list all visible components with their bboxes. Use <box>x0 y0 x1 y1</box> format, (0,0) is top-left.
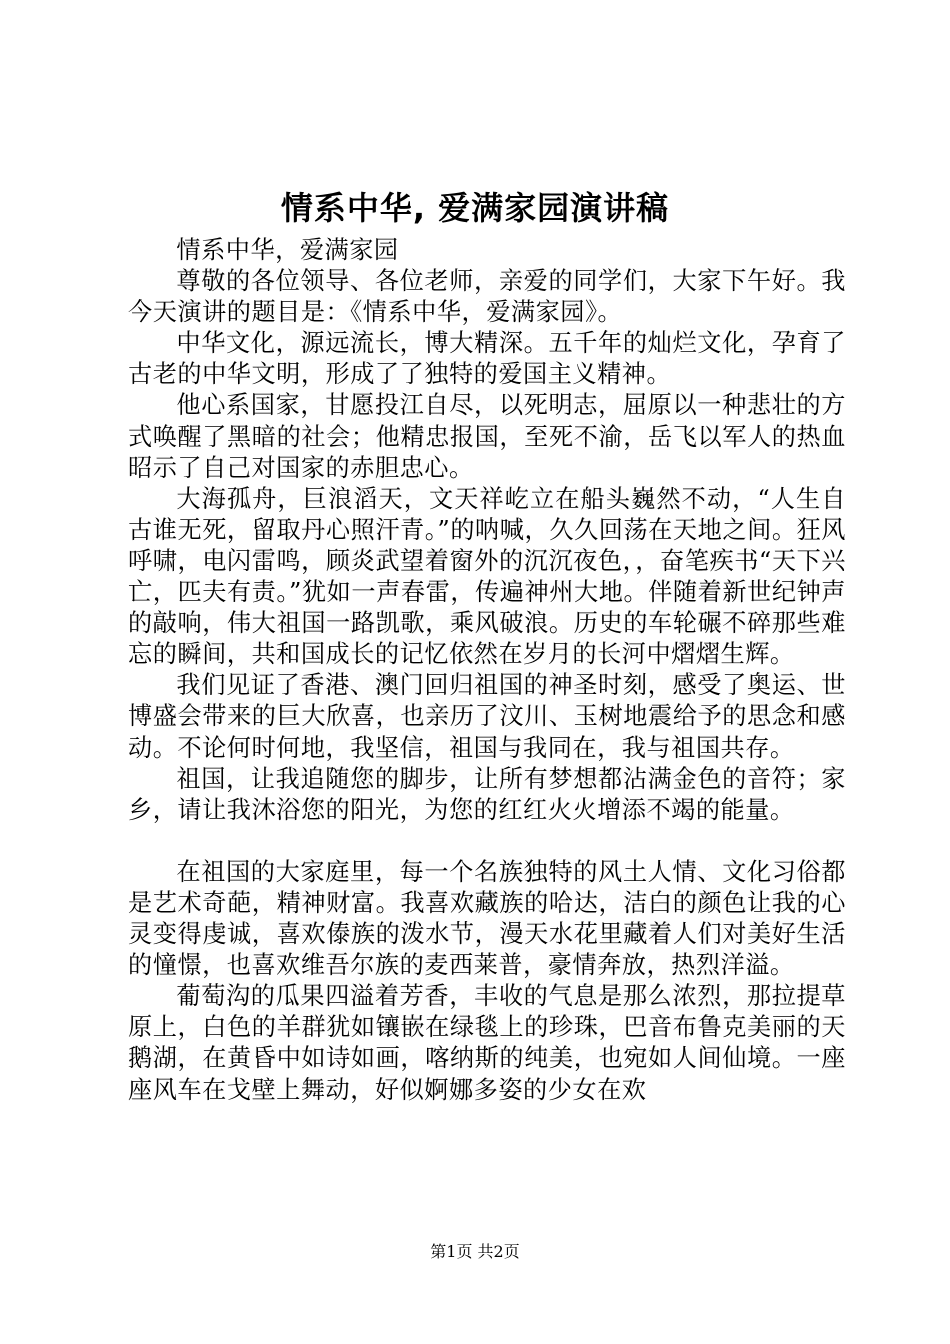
paragraph-patriots: 他心系国家，甘愿投江自尽，以死明志，屈原以一种悲壮的方式唤醒了黑暗的社会；他精忠报国，至死不渝，岳飞以军人的热血昭示了自己对国家的赤胆忠心。 <box>128 391 846 482</box>
paragraph-subtitle: 情系中华，爱满家园 <box>176 236 399 264</box>
page-footer: 第1页 共2页 <box>430 1242 520 1261</box>
document-title: 情系中华, 爱满家园演讲稿 <box>280 189 670 227</box>
paragraph-history: 大海孤舟，巨浪滔天，文天祥屹立在船头巍然不动，“人生自古谁无死，留取丹心照汗青。”的呐喊，久久回荡在天地之间。狂风呼啸，电闪雷鸣，顾炎武望着窗外的沉沉夜色，，奋笔疾书“天下兴亡，匹夫有责。”犹如一声春雷，传遍神州大地。伴随着新世纪钟声的敲响，伟大祖国一路凯歌，乘风破浪。历史的车轮碾不碎那些难忘的瞬间，共和国成长的记忆依然在岁月的长河中熠熠生辉。 <box>128 484 846 669</box>
paragraph-ethnic-customs: 在祖国的大家庭里，每一个名族独特的风土人情、文化习俗都是艺术奇葩，精神财富。我喜欢藏族的哈达，洁白的颜色让我的心灵变得虔诚，喜欢傣族的泼水节，漫天水花里藏着人们对美好生活的憧憬，也喜欢维吾尔族的麦西莱普，豪情奔放，热烈洋溢。 <box>128 857 846 980</box>
document-body <box>128 235 846 1106</box>
paragraph-scenery: 葡萄沟的瓜果四溢着芳香，丰收的气息是那么浓烈，那拉提草原上，白色的羊群犹如镶嵌在绿毯上的珍珠，巴音布鲁克美丽的天鹅湖，在黄昏中如诗如画，喀纳斯的纯美，也宛如人间仙境。一座座风车在戈壁上舞动，好似婀娜多姿的少女在欢 <box>128 982 846 1104</box>
paragraph-spacer <box>128 826 846 857</box>
paragraph-greeting: 尊敬的各位领导、各位老师，亲爱的同学们，大家下午好。我今天演讲的题目是：《情系中华，爱满家园》。 <box>128 267 846 327</box>
paragraph-motherland: 祖国，让我追随您的脚步，让所有梦想都沾满金色的音符；家乡，请让我沐浴您的阳光，为您的红红火火增添不竭的能量。 <box>128 764 846 824</box>
paragraph-culture: 中华文化，源远流长，博大精深。五千年的灿烂文化，孕育了古老的中华文明，形成了了独特的爱国主义精神。 <box>128 329 846 389</box>
paragraph-witness: 我们见证了香港、澳门回归祖国的神圣时刻，感受了奥运、世博盛会带来的巨大欣喜，也亲历了汶川、玉树地震给予的思念和感动。不论何时何地，我坚信，祖国与我同在，我与祖国共存。 <box>128 671 846 762</box>
